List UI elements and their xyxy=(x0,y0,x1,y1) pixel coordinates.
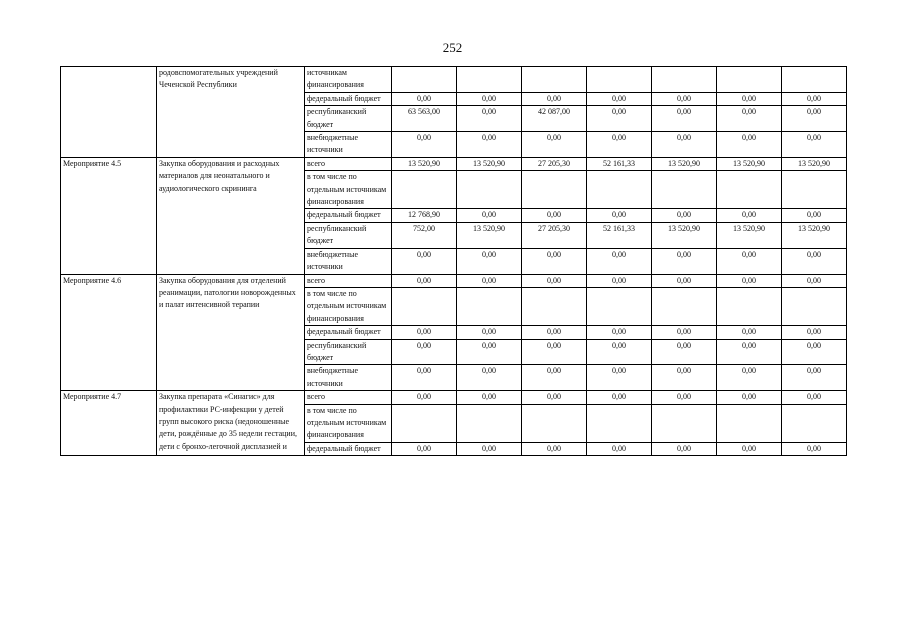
amount-cell xyxy=(522,404,587,442)
amount-cell: 0,00 xyxy=(522,132,587,158)
activity-name-cell: Мероприятие 4.7 xyxy=(61,391,157,456)
amount-cell: 0,00 xyxy=(717,365,782,391)
table-row xyxy=(61,274,847,287)
amount-cell: 0,00 xyxy=(457,274,522,287)
activity-description-cell: Закупка оборудования и расходных материалов для неонатального и аудиологического скрининга xyxy=(157,157,305,274)
amount-cell: 0,00 xyxy=(457,248,522,274)
page-number: 252 xyxy=(442,40,463,55)
amount-cell xyxy=(457,67,522,93)
amount-cell xyxy=(652,67,717,93)
amount-cell: 27 205,30 xyxy=(522,157,587,170)
amount-cell: 0,00 xyxy=(782,248,847,274)
amount-cell xyxy=(587,171,652,209)
amount-cell: 13 520,90 xyxy=(717,157,782,170)
amount-cell: 0,00 xyxy=(652,248,717,274)
amount-cell xyxy=(717,171,782,209)
amount-cell: 0,00 xyxy=(652,339,717,365)
amount-cell: 0,00 xyxy=(522,442,587,455)
amount-cell: 13 520,90 xyxy=(652,157,717,170)
funding-source-cell: всего xyxy=(305,157,392,170)
amount-cell: 0,00 xyxy=(782,209,847,222)
amount-cell xyxy=(782,67,847,93)
amount-cell: 0,00 xyxy=(652,274,717,287)
amount-cell: 0,00 xyxy=(652,106,717,132)
amount-cell: 0,00 xyxy=(782,391,847,404)
activity-name-cell: Мероприятие 4.6 xyxy=(61,274,157,391)
amount-cell: 0,00 xyxy=(782,132,847,158)
budget-table xyxy=(60,66,847,456)
amount-cell: 0,00 xyxy=(587,326,652,339)
amount-cell: 52 161,33 xyxy=(587,157,652,170)
amount-cell: 13 520,90 xyxy=(782,222,847,248)
amount-cell: 0,00 xyxy=(457,209,522,222)
amount-cell xyxy=(522,171,587,209)
funding-source-cell: республиканский бюджет xyxy=(305,222,392,248)
amount-cell xyxy=(522,67,587,93)
amount-cell: 12 768,90 xyxy=(392,209,457,222)
amount-cell: 13 520,90 xyxy=(717,222,782,248)
table-row xyxy=(61,391,847,404)
amount-cell: 0,00 xyxy=(457,106,522,132)
funding-source-cell: внебюджетные источники xyxy=(305,248,392,274)
amount-cell: 0,00 xyxy=(587,391,652,404)
amount-cell xyxy=(457,404,522,442)
amount-cell: 27 205,30 xyxy=(522,222,587,248)
amount-cell: 0,00 xyxy=(652,442,717,455)
amount-cell xyxy=(457,287,522,325)
amount-cell: 752,00 xyxy=(392,222,457,248)
amount-cell: 0,00 xyxy=(392,442,457,455)
amount-cell xyxy=(457,171,522,209)
amount-cell: 0,00 xyxy=(717,442,782,455)
amount-cell: 0,00 xyxy=(522,339,587,365)
amount-cell: 0,00 xyxy=(782,365,847,391)
amount-cell: 0,00 xyxy=(392,274,457,287)
amount-cell: 0,00 xyxy=(587,106,652,132)
amount-cell: 0,00 xyxy=(392,365,457,391)
funding-source-cell: в том числе по отдельным источникам финансирования xyxy=(305,287,392,325)
amount-cell: 0,00 xyxy=(782,92,847,105)
amount-cell: 0,00 xyxy=(652,132,717,158)
amount-cell xyxy=(392,404,457,442)
amount-cell: 0,00 xyxy=(392,326,457,339)
funding-source-cell: республиканский бюджет xyxy=(305,339,392,365)
amount-cell: 0,00 xyxy=(392,339,457,365)
amount-cell xyxy=(717,67,782,93)
amount-cell: 13 520,90 xyxy=(457,157,522,170)
amount-cell: 13 520,90 xyxy=(782,157,847,170)
amount-cell: 0,00 xyxy=(652,326,717,339)
amount-cell: 0,00 xyxy=(652,209,717,222)
amount-cell: 0,00 xyxy=(587,132,652,158)
amount-cell xyxy=(392,171,457,209)
amount-cell xyxy=(652,171,717,209)
funding-source-cell: в том числе по отдельным источникам финансирования xyxy=(305,171,392,209)
funding-source-cell: федеральный бюджет xyxy=(305,209,392,222)
amount-cell: 0,00 xyxy=(717,92,782,105)
amount-cell: 0,00 xyxy=(717,326,782,339)
amount-cell: 0,00 xyxy=(782,326,847,339)
amount-cell: 0,00 xyxy=(717,391,782,404)
amount-cell: 13 520,90 xyxy=(457,222,522,248)
funding-source-cell: федеральный бюджет xyxy=(305,92,392,105)
amount-cell: 0,00 xyxy=(522,274,587,287)
table-row xyxy=(61,67,847,93)
amount-cell: 0,00 xyxy=(392,92,457,105)
amount-cell: 0,00 xyxy=(522,365,587,391)
amount-cell: 0,00 xyxy=(522,391,587,404)
amount-cell: 0,00 xyxy=(717,106,782,132)
amount-cell: 42 087,00 xyxy=(522,106,587,132)
amount-cell xyxy=(392,67,457,93)
amount-cell: 0,00 xyxy=(587,442,652,455)
amount-cell: 0,00 xyxy=(457,365,522,391)
activity-description-cell: родовспомогательных учреждений Чеченской Республики xyxy=(157,67,305,158)
amount-cell: 0,00 xyxy=(587,92,652,105)
amount-cell: 0,00 xyxy=(717,248,782,274)
amount-cell: 0,00 xyxy=(782,339,847,365)
funding-source-cell: федеральный бюджет xyxy=(305,326,392,339)
funding-source-cell: источникам финансирования xyxy=(305,67,392,93)
amount-cell: 0,00 xyxy=(457,442,522,455)
amount-cell xyxy=(782,287,847,325)
funding-source-cell: всего xyxy=(305,274,392,287)
amount-cell xyxy=(587,287,652,325)
amount-cell xyxy=(522,287,587,325)
amount-cell: 0,00 xyxy=(522,248,587,274)
amount-cell: 0,00 xyxy=(717,209,782,222)
amount-cell xyxy=(717,287,782,325)
amount-cell xyxy=(717,404,782,442)
amount-cell xyxy=(782,404,847,442)
amount-cell: 0,00 xyxy=(457,339,522,365)
amount-cell: 0,00 xyxy=(782,106,847,132)
amount-cell xyxy=(587,404,652,442)
amount-cell: 0,00 xyxy=(392,248,457,274)
amount-cell: 0,00 xyxy=(392,132,457,158)
budget-table-body xyxy=(61,67,847,456)
funding-source-cell: федеральный бюджет xyxy=(305,442,392,455)
amount-cell xyxy=(392,287,457,325)
amount-cell: 0,00 xyxy=(522,92,587,105)
amount-cell: 63 563,00 xyxy=(392,106,457,132)
amount-cell: 0,00 xyxy=(652,391,717,404)
amount-cell: 0,00 xyxy=(652,365,717,391)
amount-cell xyxy=(652,404,717,442)
funding-source-cell: внебюджетные источники xyxy=(305,132,392,158)
amount-cell: 0,00 xyxy=(587,365,652,391)
amount-cell: 0,00 xyxy=(457,326,522,339)
amount-cell: 13 520,90 xyxy=(652,222,717,248)
funding-source-cell: республиканский бюджет xyxy=(305,106,392,132)
activity-description-cell: Закупка препарата «Синагис» для профилактики РС-инфекции у детей групп высокого риска (недоношенные дети, рождённые до 35 недели гестации, дети с бронхо-легочной дисплазией и xyxy=(157,391,305,456)
amount-cell: 0,00 xyxy=(782,442,847,455)
amount-cell: 0,00 xyxy=(587,274,652,287)
amount-cell: 0,00 xyxy=(717,339,782,365)
amount-cell: 0,00 xyxy=(587,248,652,274)
funding-source-cell: в том числе по отдельным источникам финансирования xyxy=(305,404,392,442)
amount-cell xyxy=(652,287,717,325)
amount-cell: 0,00 xyxy=(457,92,522,105)
amount-cell xyxy=(587,67,652,93)
amount-cell: 0,00 xyxy=(717,132,782,158)
amount-cell: 0,00 xyxy=(587,209,652,222)
amount-cell: 0,00 xyxy=(522,326,587,339)
activity-name-cell: Мероприятие 4.5 xyxy=(61,157,157,274)
amount-cell: 0,00 xyxy=(782,274,847,287)
amount-cell xyxy=(782,171,847,209)
amount-cell: 52 161,33 xyxy=(587,222,652,248)
funding-source-cell: внебюджетные источники xyxy=(305,365,392,391)
amount-cell: 0,00 xyxy=(652,92,717,105)
amount-cell: 0,00 xyxy=(522,209,587,222)
amount-cell: 0,00 xyxy=(457,391,522,404)
activity-description-cell: Закупка оборудования для отделений реанимации, патологии новорожденных и палат интенсивной терапии xyxy=(157,274,305,391)
activity-name-cell xyxy=(61,67,157,158)
amount-cell: 0,00 xyxy=(457,132,522,158)
amount-cell: 0,00 xyxy=(392,391,457,404)
amount-cell: 0,00 xyxy=(717,274,782,287)
amount-cell: 0,00 xyxy=(587,339,652,365)
amount-cell: 13 520,90 xyxy=(392,157,457,170)
funding-source-cell: всего xyxy=(305,391,392,404)
table-row xyxy=(61,157,847,170)
